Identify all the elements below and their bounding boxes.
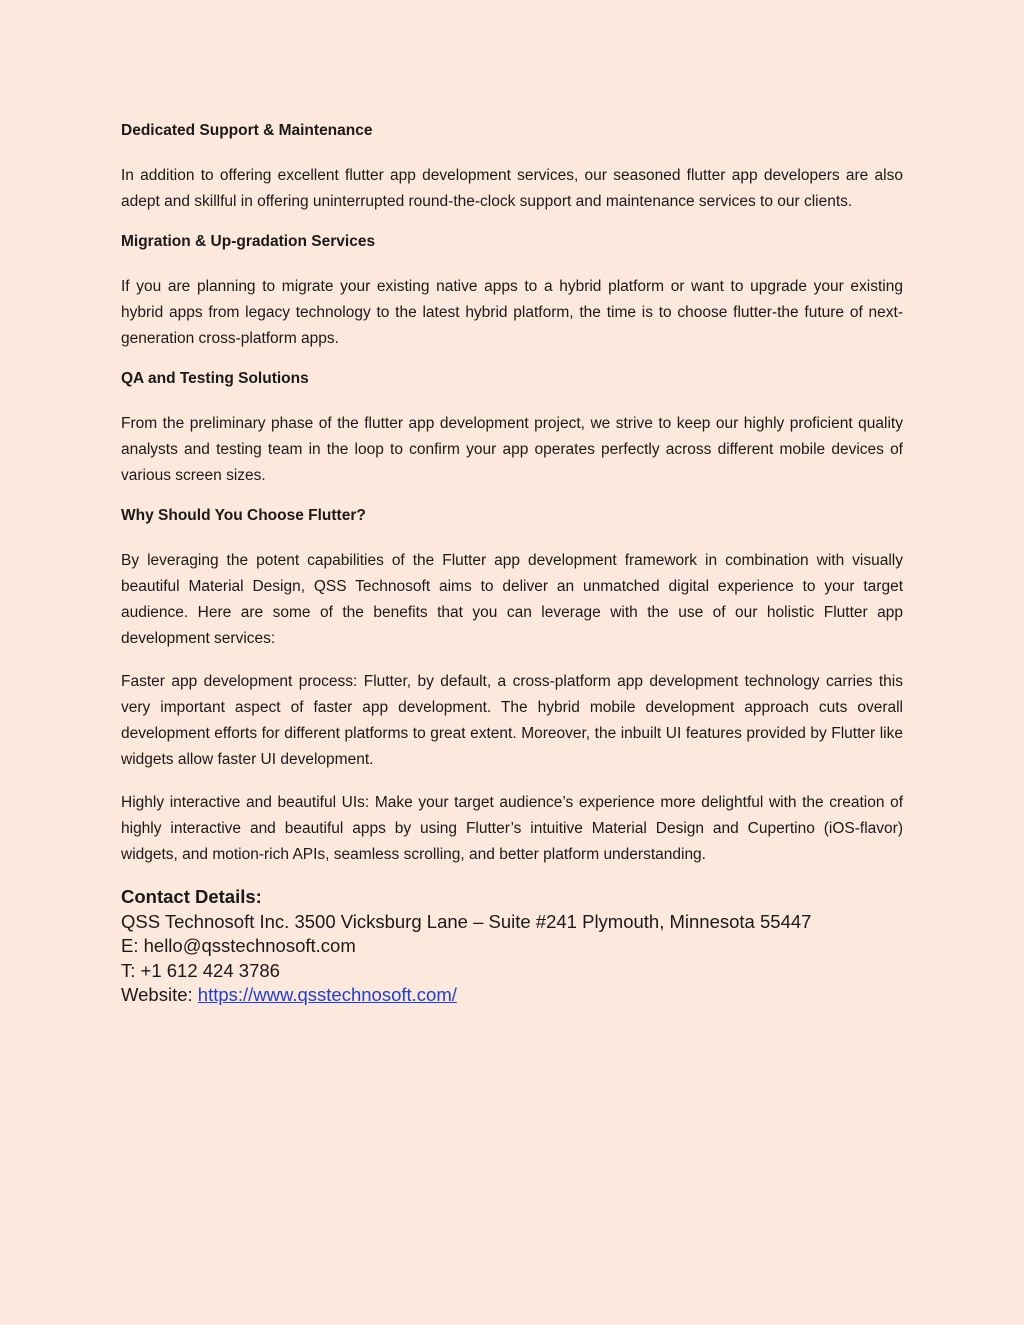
section-heading: QA and Testing Solutions: [121, 370, 309, 387]
section-heading: Dedicated Support & Maintenance: [121, 122, 373, 139]
section-heading: Why Should You Choose Flutter?: [121, 507, 366, 524]
contact-details: [121, 885, 903, 1008]
section-paragraph: If you are planning to migrate your existing native apps to a hybrid platform or want to upgrade your existing hybrid apps from legacy technology to the latest hybrid platform, the time is to choose flutter-the future of next-generation cross-platform apps.: [121, 278, 903, 347]
contact-address: QSS Technosoft Inc. 3500 Vicksburg Lane – Suite #241 Plymouth, Minnesota 55447: [121, 910, 812, 932]
section-paragraph: Highly interactive and beautiful UIs: Make your target audience’s experience more delightful with the creation of highly interactive and beautiful apps by using Flutter’s intuitive Material Design and Cupertino (iOS-flavor) widgets, and motion-rich APIs, seamless scrolling, and better platform understanding.: [121, 794, 903, 863]
contact-title: Contact Details:: [121, 886, 262, 907]
website-link[interactable]: https://www.qsstechnosoft.com/: [197, 984, 457, 1005]
section-support: [121, 121, 903, 215]
contact-email: E: hello@qsstechnosoft.com: [121, 935, 356, 956]
section-heading: Migration & Up-gradation Services: [121, 233, 376, 250]
section-paragraph: Faster app development process: Flutter, by default, a cross-platform app development technology carries this very important aspect of faster app development. The hybrid mobile development approach cuts overall development efforts for different platforms to great extent. Moreover, the inbuilt UI features provided by Flutter like widgets allow faster UI development.: [121, 673, 903, 768]
section-why-flutter: [121, 506, 903, 868]
website-label: Website:: [121, 984, 198, 1005]
section-paragraph: From the preliminary phase of the flutter app development project, we strive to keep our highly proficient quality analysts and testing team in the loop to confirm your app operates perfectly across different mobile devices of various screen sizes.: [121, 415, 903, 484]
section-paragraph: In addition to offering excellent flutter app development services, our seasoned flutter app developers are also adept and skillful in offering uninterrupted round-the-clock support and maintenance services to our clients.: [121, 167, 903, 210]
section-migration: [121, 232, 903, 352]
document-page: [121, 121, 903, 1008]
section-paragraph: By leveraging the potent capabilities of the Flutter app development framework in combination with visually beautiful Material Design, QSS Technosoft aims to deliver an unmatched digital experience to your target audience. Here are some of the benefits that you can leverage with the use of our holistic Flutter app development services:: [121, 552, 903, 647]
contact-phone: T: +1 612 424 3786: [121, 959, 280, 981]
section-qa-testing: [121, 369, 903, 489]
contact-website: [121, 983, 903, 1008]
